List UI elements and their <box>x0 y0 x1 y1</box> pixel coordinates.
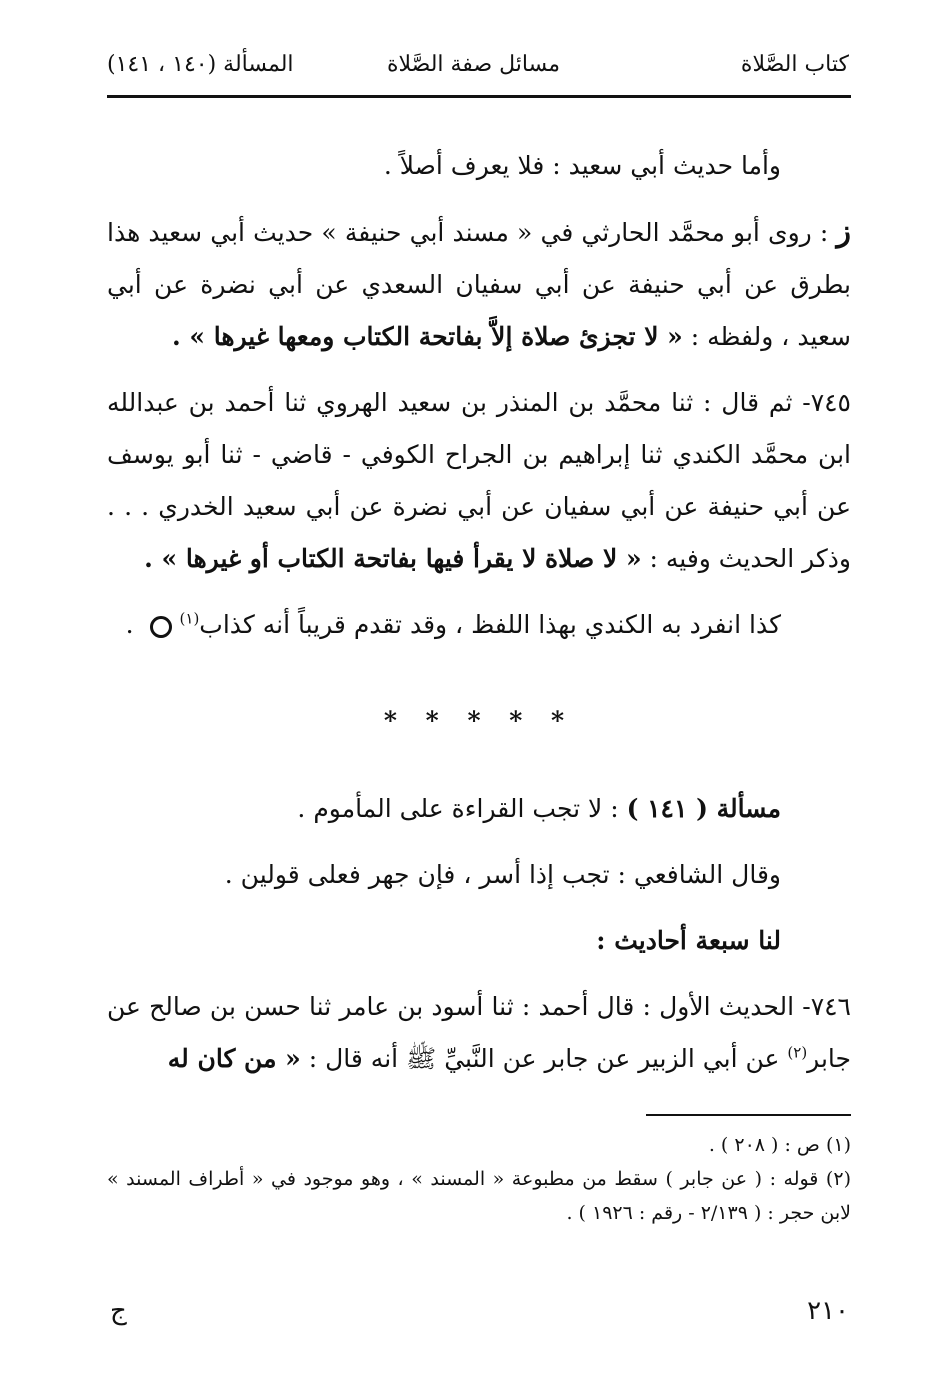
header-issue-range: المسألة (١٤٠ ، ١٤١) <box>107 52 294 77</box>
paragraph-kindi <box>107 599 851 651</box>
footnote-ref-1: (١) <box>179 609 200 628</box>
kindi-end: . <box>125 610 142 639</box>
paragraph-shafii: وقال الشافعي : تجب إذا أسر ، فإن جهر فعلى قولين . <box>224 860 781 889</box>
footnote-ref-2: (٢) <box>787 1043 808 1062</box>
hadith-746-text: ٧٤٦- الحديث الأول : قال أحمد : ثنا أسود بن عامر ثنا حسن بن صالح عن جابر <box>107 992 851 1073</box>
issue-141-heading <box>107 783 851 835</box>
hadith-746-quote: « من كان له <box>167 1044 301 1073</box>
paragraph-hadith-745 <box>107 377 851 585</box>
hadith-745-text: ٧٤٥- ثم قال : ثنا محمَّد بن المنذر بن سعيد الهروي ثنا أحمد بن عبدالله ابن محمَّد الكندي ثنا إبراهيم بن الجراح الكوفي - قاضي - ثنا أبو يوسف عن أبي حنيفة عن أبي سفيان عن أبي نضرة عن أبي سعيد الخدري . . . وذكر الحديث وفيه : <box>107 388 851 573</box>
zay-marker: ز <box>836 214 851 249</box>
footnote-rule <box>646 1114 851 1116</box>
end-circle-icon <box>150 616 172 638</box>
footnotes <box>107 1128 851 1230</box>
page-number: ٢١٠ <box>807 1296 849 1326</box>
hadith-746-mid: عن أبي الزبير عن جابر عن النَّبيِّ ﷺ أنه قال : <box>300 1044 788 1073</box>
footnote-2: (٢) قوله : ( عن جابر ) سقط من مطبوعة « المسند » ، وهو موجود في « أطراف المسند » لابن حجر : ( ٢/١٣٩ - رقم : ١٩٢٦ ) . <box>107 1168 851 1224</box>
paragraph-seven-hadiths: لنا سبعة أحاديث : <box>596 926 781 955</box>
issue-141-title: مسألة ( ١٤١ ) <box>626 794 781 823</box>
paragraph-zay-note <box>107 206 851 363</box>
header-rule <box>107 95 851 98</box>
zay-note-text: : روى أبو محمَّد الحارثي في « مسند أبي حنيفة » حديث أبي سعيد هذا بطرق عن أبي حنيفة عن أبي سفيان السعدي عن أبي نضرة عن أبي سعيد ، ولفظه : <box>107 218 851 351</box>
header-chapter-title: مسائل صفة الصَّلاة <box>386 52 561 77</box>
issue-141-text: : لا تجب القراءة على المأموم . <box>297 794 627 823</box>
paragraph-hadith-746 <box>107 981 851 1085</box>
zay-note-quote: « لا تجزئ صلاة إلاَّ بفاتحة الكتاب ومعها غيرها » . <box>171 322 683 351</box>
main-text <box>107 140 851 1099</box>
section-separator: * * * * * <box>383 706 575 735</box>
footnote-1: (١) ص : ( ٢٠٨ ) . <box>708 1134 851 1156</box>
header-book-title: كتاب الصَّلاة <box>740 52 849 77</box>
signature-mark: ج <box>110 1296 127 1326</box>
paragraph-abu-said: وأما حديث أبي سعيد : فلا يعرف أصلاً . <box>383 151 781 180</box>
hadith-745-quote: « لا صلاة لا يقرأ فيها بفاتحة الكتاب أو غيرها » . <box>144 544 642 573</box>
kindi-text: كذا انفرد به الكندي بهذا اللفظ ، وقد تقدم قريباً أنه كذاب <box>199 610 781 639</box>
